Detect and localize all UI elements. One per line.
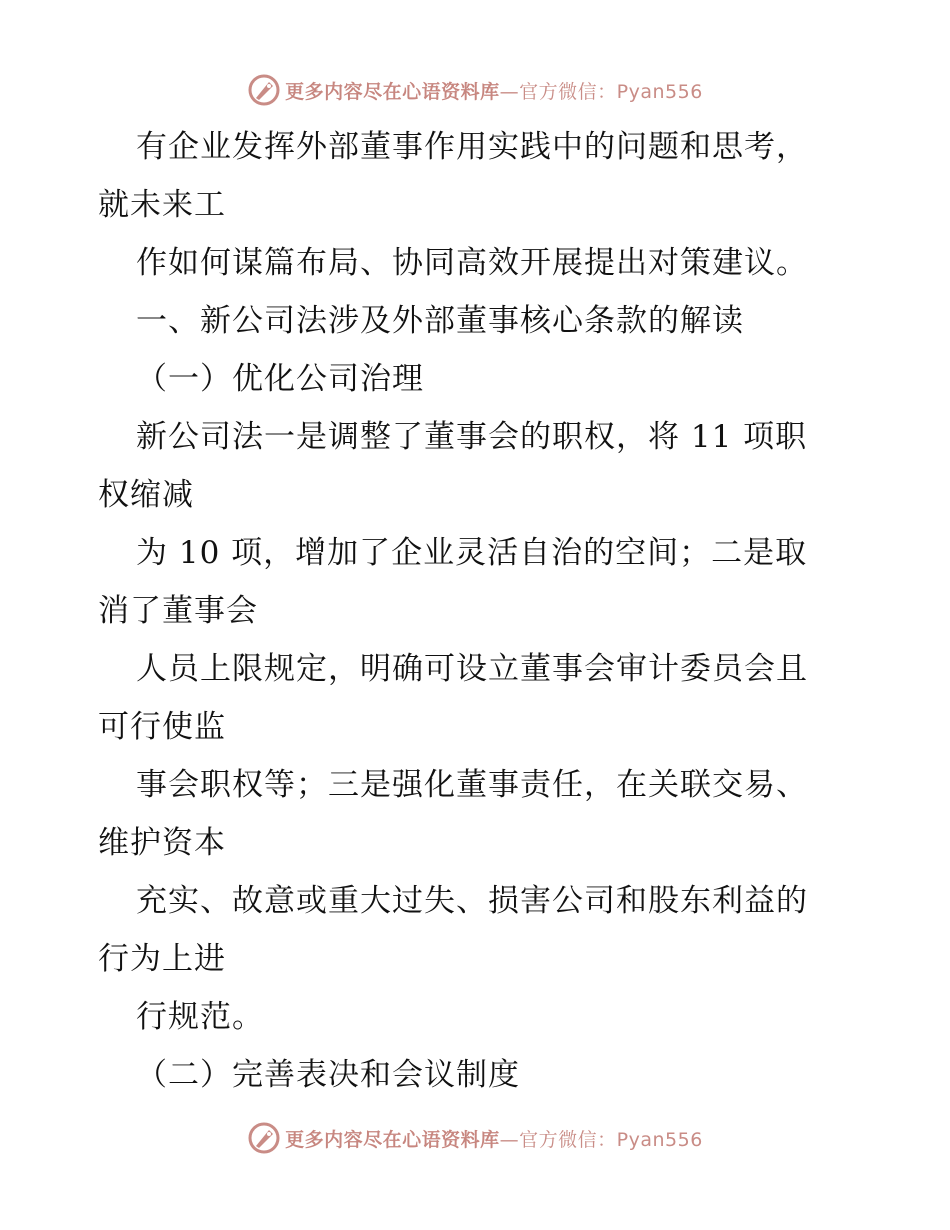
body-text-line: （一）优化公司治理 [136, 361, 424, 397]
watermark-text [285, 1125, 703, 1152]
body-text-line: 作如何谋篇布局、协同高效开展提出对策建议。 [136, 245, 808, 281]
document-body [98, 118, 858, 1104]
body-text-line: 事会职权等；三是强化董事责任，在关联交易、 [136, 767, 808, 803]
body-text-line: 充实、故意或重大过失、损害公司和股东利益的 [136, 883, 808, 919]
pen-nib-logo-icon [247, 73, 281, 107]
watermark-text-wechat: —官方微信：Pyan556 [499, 80, 703, 103]
watermark-text [285, 77, 703, 104]
body-text-line: 就未来工 [98, 187, 226, 223]
watermark-text-main: 更多内容尽在心语资料库 [285, 80, 500, 103]
watermark-text-main: 更多内容尽在心语资料库 [285, 1128, 500, 1151]
body-text-line: 人员上限规定，明确可设立董事会审计委员会且 [136, 651, 808, 687]
watermark-text-wechat: —官方微信：Pyan556 [499, 1128, 703, 1151]
body-text-line: 为 10 项，增加了企业灵活自治的空间；二是取 [136, 535, 808, 571]
body-text-line: 行为上进 [98, 941, 226, 977]
body-text-line: （二）完善表决和会议制度 [136, 1057, 520, 1093]
body-text-line: 消了董事会 [98, 593, 258, 629]
header-watermark-banner [0, 70, 950, 110]
body-text-line: 权缩减 [98, 477, 194, 513]
body-text-line: 维护资本 [98, 825, 226, 861]
pen-nib-logo-icon [247, 1121, 281, 1155]
body-text-line: 新公司法一是调整了董事会的职权，将 11 项职 [136, 419, 808, 455]
body-text-line: 有企业发挥外部董事作用实践中的问题和思考， [136, 129, 808, 165]
footer-watermark-banner [0, 1118, 950, 1158]
body-text-line: 可行使监 [98, 709, 226, 745]
body-text-line: 一、新公司法涉及外部董事核心条款的解读 [136, 303, 744, 339]
body-text-line: 行规范。 [136, 999, 264, 1035]
